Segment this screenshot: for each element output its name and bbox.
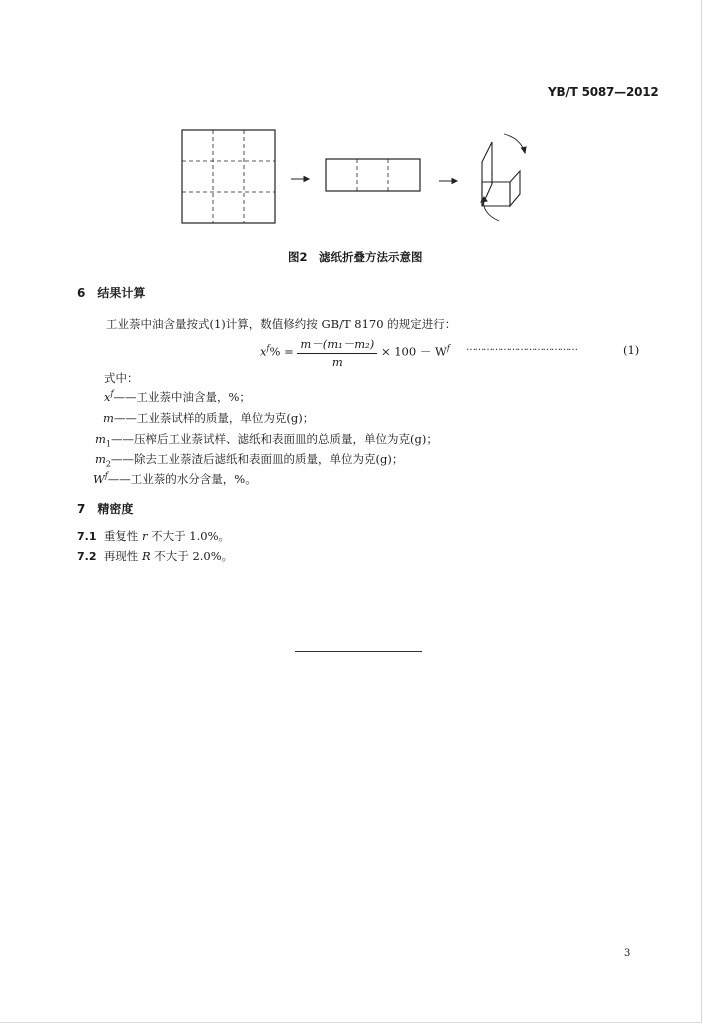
variable-definition: $x^f——$工业萘中油含量，%； (104, 389, 251, 404)
formula-1: $x^f\%$ = $\frac{\text{m－(m₁－m₂)}}{m}$ × $100 - W^f$ (260, 337, 450, 369)
formula-tail: × 100 － W (380, 344, 447, 359)
formula-lhs: x (260, 344, 267, 359)
variable-definition: $m_1——$压榨后工业萘试样、滤纸和表面皿的总质量，单位为克(g)； (95, 432, 438, 449)
variable-definition: m——工业萘试样的质量，单位为克(g)； (103, 411, 315, 425)
page-number: 3 (624, 948, 631, 959)
formula-numerator: m－(m₁－m₂) (297, 336, 377, 354)
z-fold-3d (482, 142, 520, 206)
figure-caption: 图2 滤纸折叠方法示意图 (288, 250, 423, 264)
variable-definition: $m_2——$除去工业萘渣后滤纸和表面皿的质量，单位为克(g)； (95, 452, 404, 469)
where-label: 式中： (104, 371, 139, 385)
clause-7-1: 7.1 重复性 r 不大于 1.0%。 (77, 529, 230, 543)
filter-folding-diagram (178, 126, 538, 230)
formula-lhs-superscript: f (266, 343, 270, 353)
section-7-heading: 7 精密度 (77, 502, 134, 516)
formula-denominator: m (331, 355, 343, 369)
arrow-right-icon (291, 177, 309, 182)
formula-tail-superscript: f (446, 343, 450, 353)
end-of-document-rule (295, 651, 422, 652)
folded-strip (326, 159, 420, 191)
rotation-arrow-icon (481, 134, 526, 221)
unfolded-paper (182, 130, 275, 223)
formula-leader-dots: ………………………………… (466, 342, 577, 353)
formula-fraction (297, 336, 377, 369)
variable-definition: $W^f——$工业萘的水分含量，%。 (93, 471, 257, 486)
clause-7-2: 7.2 再现性 R 不大于 2.0%。 (77, 549, 234, 563)
document-code: YB/T 5087—2012 (548, 85, 659, 99)
formula-number: (1) (623, 343, 640, 357)
section-6-heading: 6 结果计算 (77, 286, 146, 300)
formula-lhs-unit: % (269, 344, 281, 359)
section-6-intro: 工业萘中油含量按式(1)计算，数值修约按 GB/T 8170 的规定进行： (106, 317, 457, 331)
arrow-right-icon (439, 179, 457, 184)
